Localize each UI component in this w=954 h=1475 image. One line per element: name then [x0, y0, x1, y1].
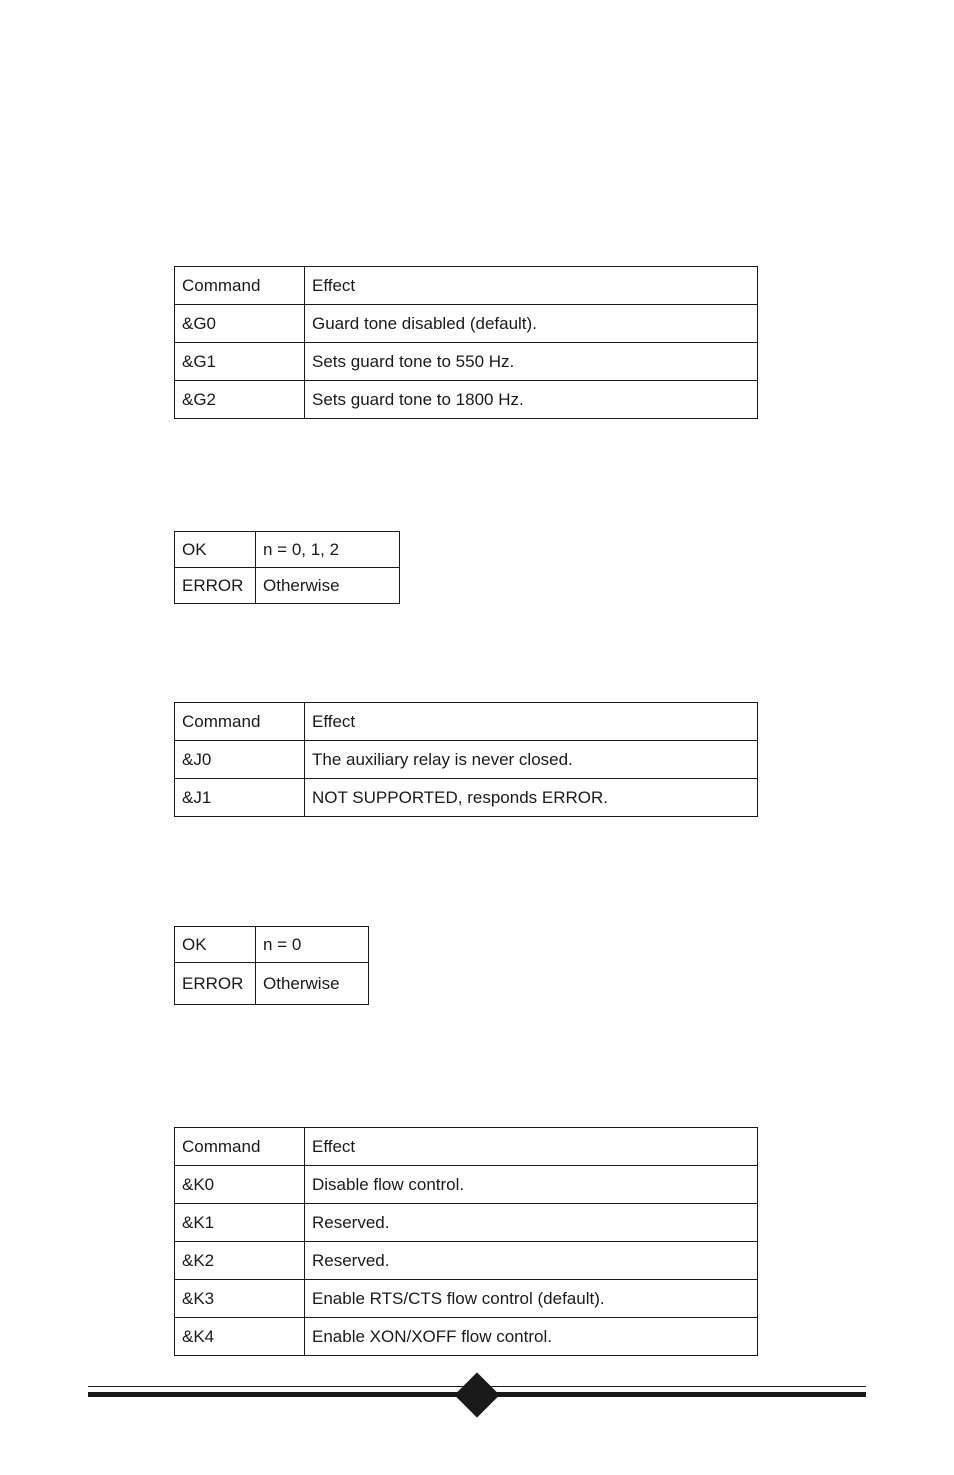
table-header-row	[175, 267, 758, 305]
result-condition-cell: n = 0, 1, 2	[256, 532, 400, 568]
table-row	[175, 1204, 758, 1242]
table-row	[175, 343, 758, 381]
effect-cell: Enable RTS/CTS flow control (default).	[305, 1280, 758, 1318]
effect-cell: The auxiliary relay is never closed.	[305, 741, 758, 779]
command-cell: &K2	[175, 1242, 305, 1280]
effect-header: Effect	[305, 267, 758, 305]
table-row	[175, 1242, 758, 1280]
table-row	[175, 1166, 758, 1204]
result-code-cell: ERROR	[175, 963, 256, 1005]
table-row	[175, 532, 400, 568]
guard-tone-result-table	[174, 531, 400, 604]
command-cell: &K3	[175, 1280, 305, 1318]
effect-cell: Disable flow control.	[305, 1166, 758, 1204]
command-header: Command	[175, 703, 305, 741]
table-row	[175, 963, 369, 1005]
table-row	[175, 1280, 758, 1318]
table-row	[175, 305, 758, 343]
result-condition-cell: n = 0	[256, 927, 369, 963]
command-cell: &G2	[175, 381, 305, 419]
table-row	[175, 927, 369, 963]
effect-cell: NOT SUPPORTED, responds ERROR.	[305, 779, 758, 817]
command-cell: &K1	[175, 1204, 305, 1242]
aux-relay-result-table	[174, 926, 369, 1005]
effect-cell: Guard tone disabled (default).	[305, 305, 758, 343]
command-header: Command	[175, 267, 305, 305]
command-cell: &J0	[175, 741, 305, 779]
table-header-row	[175, 703, 758, 741]
effect-header: Effect	[305, 1128, 758, 1166]
table-header-row	[175, 1128, 758, 1166]
command-cell: &J1	[175, 779, 305, 817]
aux-relay-command-table	[174, 702, 758, 817]
command-cell: &K4	[175, 1318, 305, 1356]
effect-header: Effect	[305, 703, 758, 741]
result-code-cell: OK	[175, 532, 256, 568]
guard-tone-command-table	[174, 266, 758, 419]
effect-cell: Enable XON/XOFF flow control.	[305, 1318, 758, 1356]
flow-control-command-table	[174, 1127, 758, 1356]
table-row	[175, 381, 758, 419]
table-row	[175, 568, 400, 604]
table-row	[175, 741, 758, 779]
table-row	[175, 779, 758, 817]
result-condition-cell: Otherwise	[256, 568, 400, 604]
effect-cell: Reserved.	[305, 1204, 758, 1242]
command-cell: &K0	[175, 1166, 305, 1204]
command-cell: &G1	[175, 343, 305, 381]
table-row	[175, 1318, 758, 1356]
result-code-cell: OK	[175, 927, 256, 963]
command-header: Command	[175, 1128, 305, 1166]
effect-cell: Sets guard tone to 1800 Hz.	[305, 381, 758, 419]
footer-diamond-icon	[454, 1372, 499, 1417]
result-code-cell: ERROR	[175, 568, 256, 604]
result-condition-cell: Otherwise	[256, 963, 369, 1005]
effect-cell: Sets guard tone to 550 Hz.	[305, 343, 758, 381]
effect-cell: Reserved.	[305, 1242, 758, 1280]
command-cell: &G0	[175, 305, 305, 343]
